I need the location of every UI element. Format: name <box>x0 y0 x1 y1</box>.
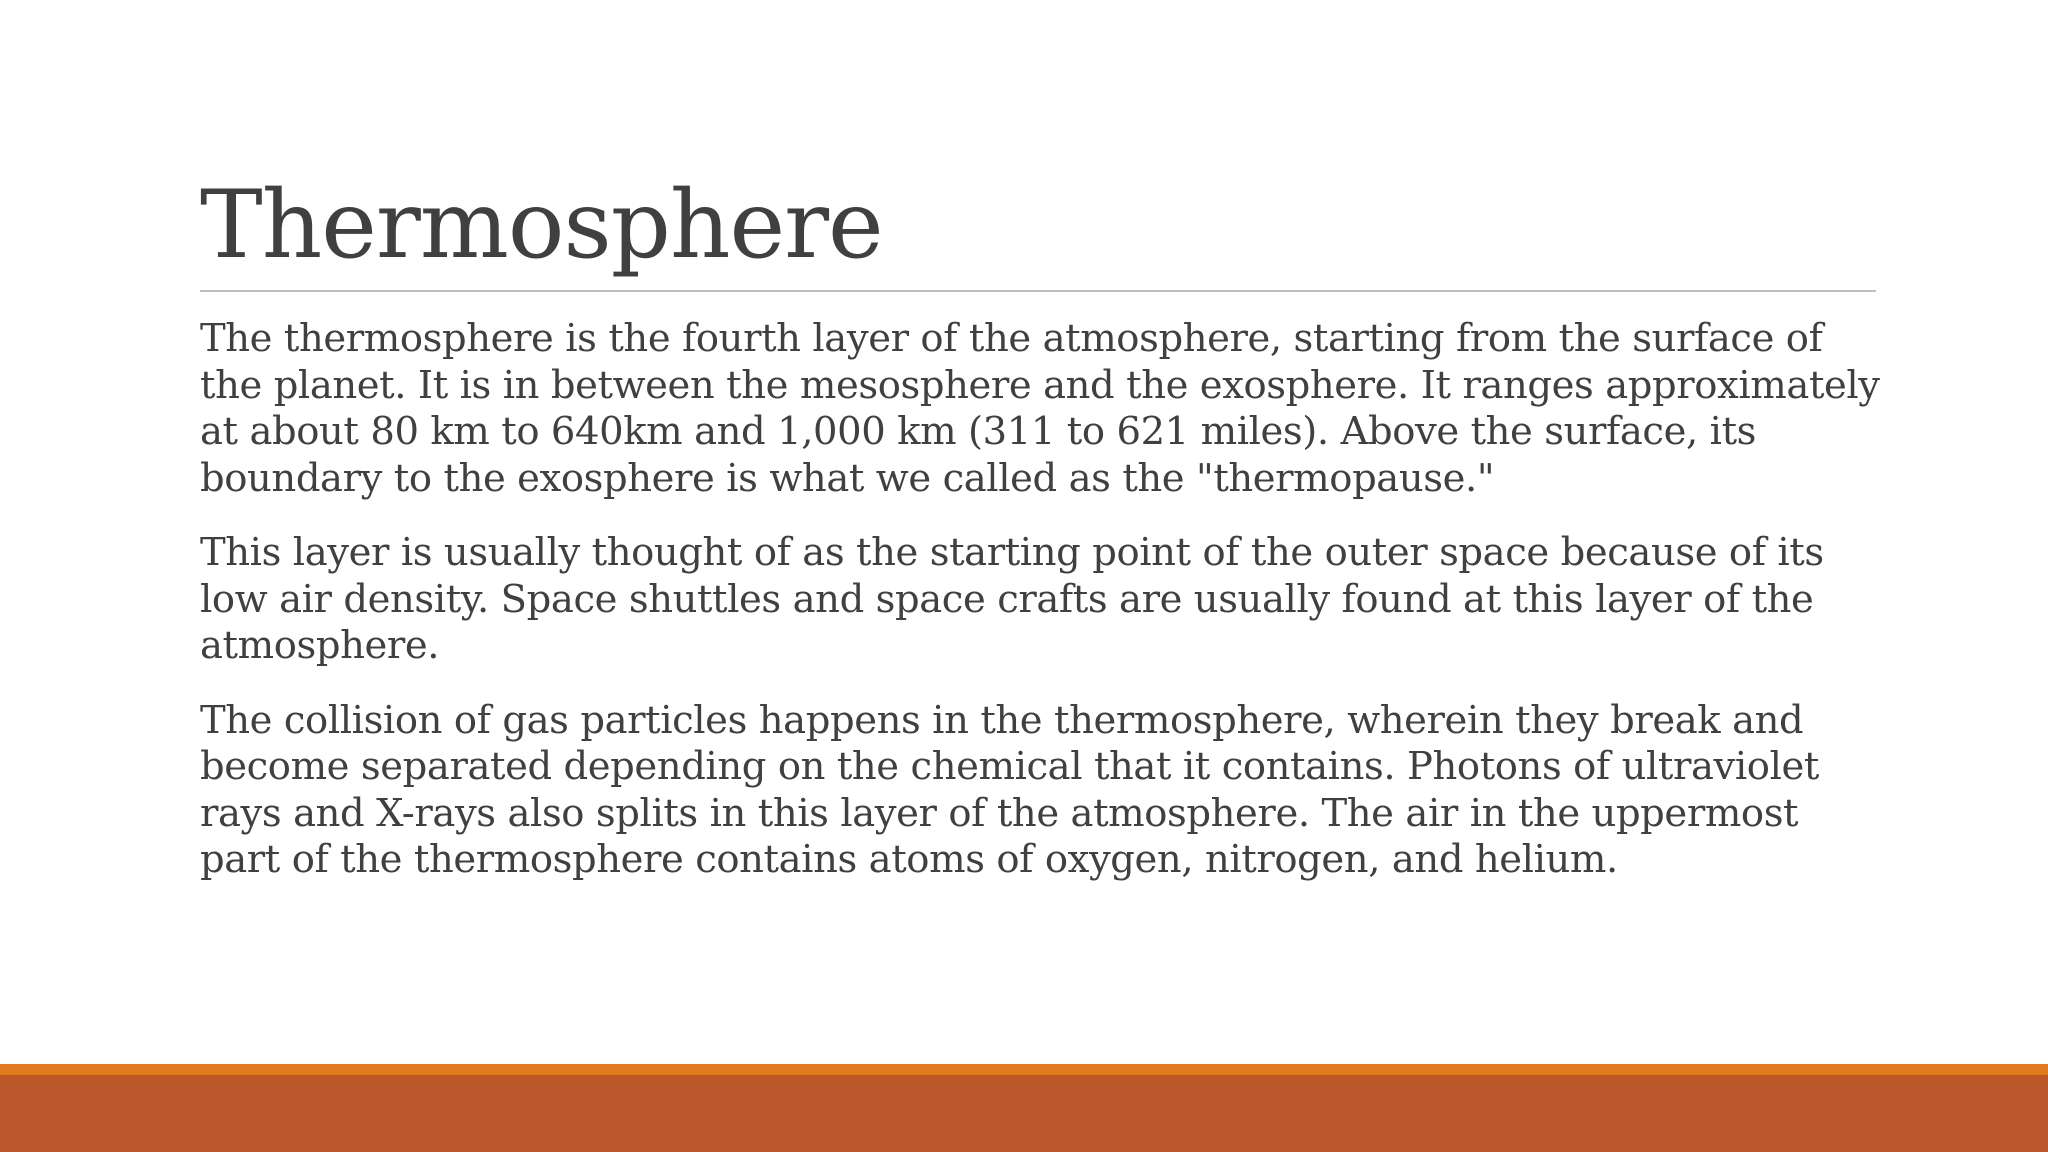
footer-band <box>0 1075 2048 1152</box>
slide-body <box>200 316 1880 912</box>
body-paragraph-3: The collision of gas particles happens in the thermosphere, wherein they break and become separated depending on the chemical that it contains. Photons of ultraviolet rays and X-rays also splits in this layer of the atmosphere. The air in the uppermost part of the thermosphere contains atoms of oxygen, nitrogen, and helium. <box>200 697 1819 882</box>
slide-title: Thermosphere <box>200 171 883 280</box>
body-paragraph-2: This layer is usually thought of as the starting point of the outer space because of its low air density. Space shuttles and space crafts are usually found at this layer of the atmosphere. <box>200 530 1824 668</box>
footer-accent-band <box>0 1064 2048 1075</box>
body-paragraph-1: The thermosphere is the fourth layer of the atmosphere, starting from the surface of the planet. It is in between the mesosphere and the exosphere. It ranges approximately at about 80 km to 640km and 1,000 km (311 to 621 miles). Above the surface, its boundary to the exosphere is what we called as the "thermopause." <box>200 316 1880 501</box>
title-divider <box>200 290 1876 292</box>
